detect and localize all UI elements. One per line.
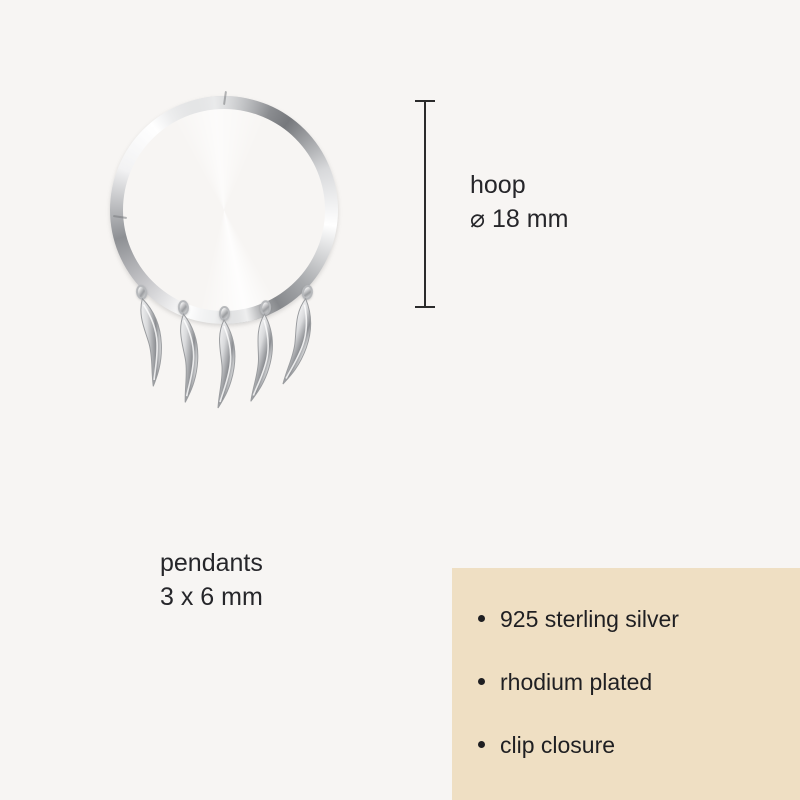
hoop-label-text: hoop	[470, 171, 526, 199]
hoop-measurement-label	[470, 168, 770, 236]
feature-list-panel	[452, 568, 800, 800]
wing-pendant-3	[207, 306, 241, 414]
list-item: rhodium plated	[474, 667, 780, 697]
pendants-measurement-label	[160, 546, 480, 614]
product-illustration	[95, 88, 365, 448]
wing-pendant-icon	[240, 311, 282, 406]
pendants-label-text: pendants	[160, 549, 263, 577]
wing-pendant-icon	[207, 318, 241, 410]
hoop-measurement-text: ⌀ 18 mm	[470, 205, 569, 233]
list-item: clip closure	[474, 730, 780, 760]
feature-list	[474, 604, 780, 760]
hoop-dimension-line	[424, 100, 426, 308]
pendants-measurement-text: 3 x 6 mm	[160, 583, 263, 611]
wing-pendant-icon	[166, 311, 208, 406]
list-item: 925 sterling silver	[474, 604, 780, 634]
